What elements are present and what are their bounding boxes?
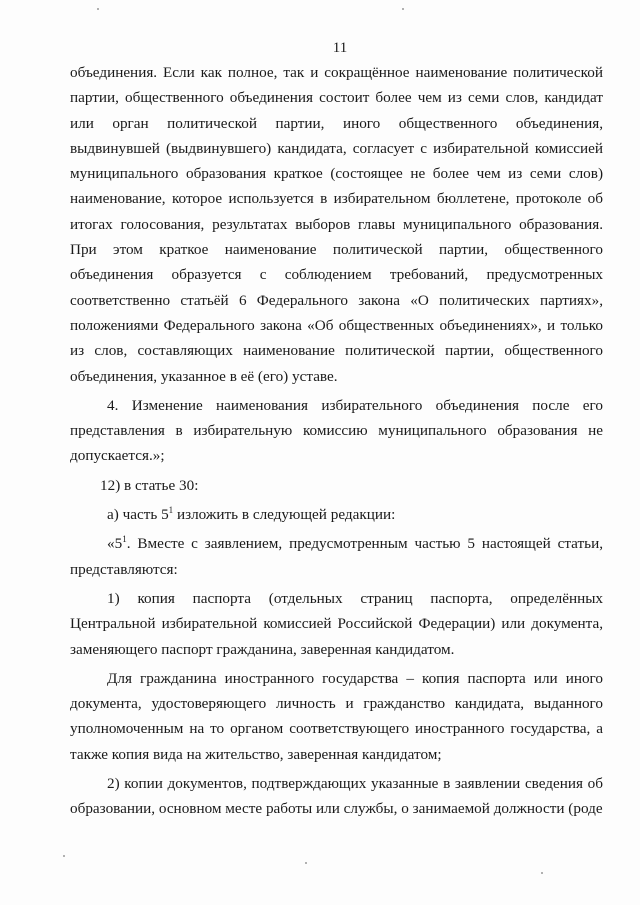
paragraph-part-5-1 (70, 502, 603, 527)
scan-speck (402, 8, 404, 10)
paragraph-item-12: 12) в статье 30: (100, 476, 199, 494)
paragraph-continuation: объединения. Если как полное, так и сокращённое наименование политической партии, общественного объединения состоит более чем из семи слов, кандидат или орган политической партии, иного общественного объединения, выдвинувшей (выдвинувшего) кандидата, согласует с избирательной комиссией муниципального образования краткое (состоящее не более чем из семи слов) наименование, которое используется в избирательном бюллетене, протоколе об итогах голосования, результатах выборов главы муниципального образования. При этом краткое наименование политической партии, общественного объединения образуется с соблюдением требований, предусмотренных соответственно статьёй 6 Федерального закона «О политических партиях», положениями Федерального закона «Об общественных объединениях», и только из слов, составляющих наименование политической партии, общественного объединения, указанное в её (его) уставе. (70, 64, 603, 385)
paragraph-item-4: 4. Изменение наименования избирательного объединения после его представления в избирательную комиссию муниципального образования не допускается.»; (70, 396, 603, 465)
scan-speck (63, 855, 65, 857)
quote-5-open: «5 (107, 535, 123, 553)
superscript-1: 1 (168, 504, 174, 515)
page-number: 11 (332, 40, 348, 56)
quote-5-rest: . Вместе с заявлением, предусмотренным частью 5 настоящей статьи, представляются: (70, 535, 603, 578)
scan-speck (541, 872, 543, 874)
document-body (70, 60, 603, 826)
paragraph-foreign-citizen: Для гражданина иностранного государства – копия паспорта или иного документа, удостоверяющего личность и гражданство кандидата, выданного уполномоченным на то органом соответствующего иностранного государства, а также копия вида на жительство, заверенная кандидатом; (70, 669, 603, 763)
paragraph-subitem-2: 2) копии документов, подтверждающих указанные в заявлении сведения об образовании, основном месте работы или службы, о занимаемой должности (роде (70, 775, 603, 818)
paragraph-subitem-1: 1) копия паспорта (отдельных страниц паспорта, определённых Центральной избирательной комиссией Российской Федерации) или документа, заменяющего паспорт гражданина, заверенная кандидатом. (70, 589, 603, 658)
paragraph-5-1-text (70, 531, 603, 582)
scan-speck (97, 8, 99, 10)
superscript-1b: 1 (122, 534, 127, 545)
scan-speck (305, 862, 307, 864)
part-5-text: а) часть 5 (107, 506, 169, 524)
part-5-rest: изложить в следующей редакции: (176, 506, 396, 524)
